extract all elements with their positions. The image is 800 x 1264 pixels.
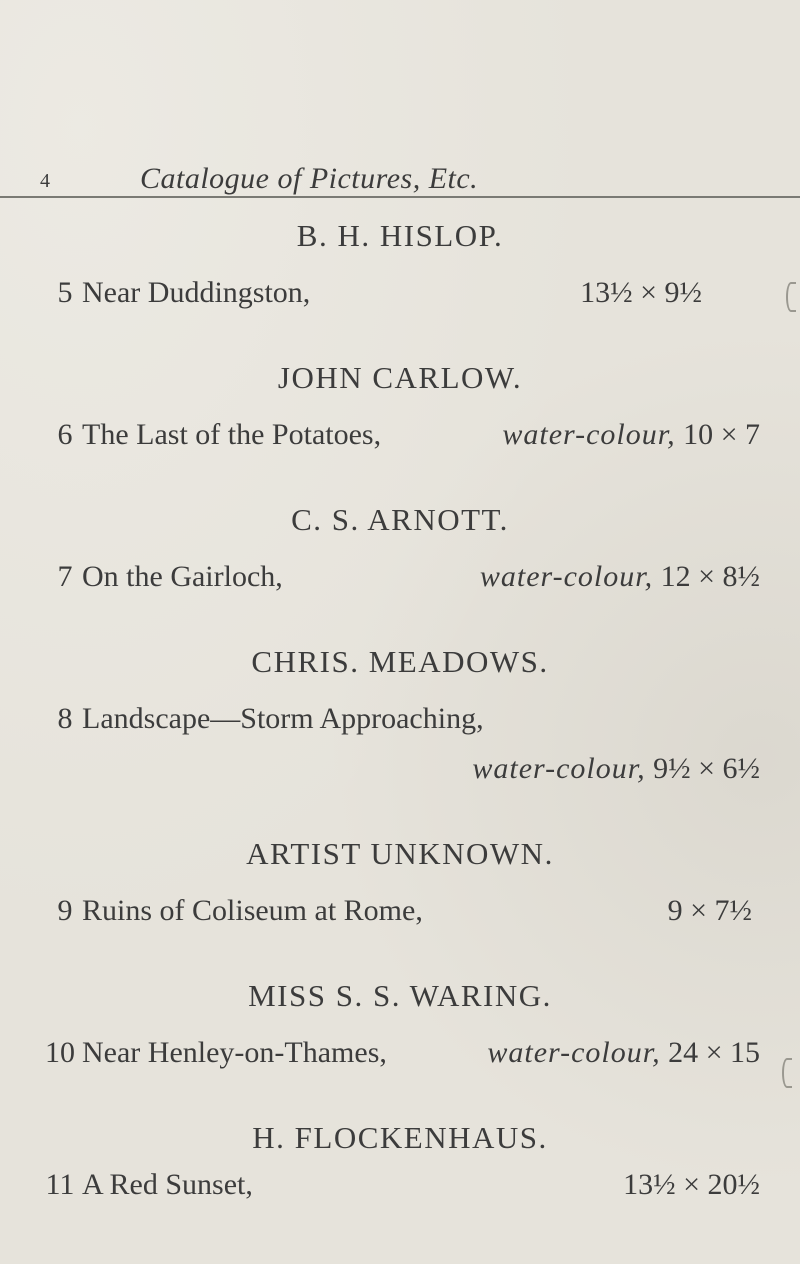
entry-size: 9 × 7½ bbox=[667, 894, 752, 927]
entry-title: Ruins of Coliseum at Rome, bbox=[82, 894, 423, 927]
binding-hole-mark bbox=[786, 282, 796, 312]
artist-heading: CHRIS. MEADOWS. bbox=[251, 644, 549, 679]
artist-heading: B. H. HISLOP. bbox=[296, 218, 504, 253]
entry-size: 24 × 15 bbox=[668, 1036, 760, 1069]
running-title: Catalogue of Pictures, Etc. bbox=[140, 162, 479, 195]
entry-title: Near Henley-on-Thames, bbox=[82, 1036, 387, 1069]
entry-title: On the Gairloch, bbox=[82, 560, 283, 593]
entry-title: The Last of the Potatoes, bbox=[82, 418, 382, 451]
entry-medium: water-colour, bbox=[472, 752, 646, 785]
entry-number: 7 bbox=[57, 560, 73, 593]
entry-number: 6 bbox=[57, 418, 73, 451]
entry-number: 8 bbox=[57, 702, 73, 735]
entry-size: 13½ × 9½ bbox=[580, 276, 702, 309]
artist-heading: ARTIST UNKNOWN. bbox=[246, 836, 554, 871]
artist-heading: MISS S. S. WARING. bbox=[248, 978, 552, 1013]
artist-heading: JOHN CARLOW. bbox=[277, 360, 523, 395]
entry-medium-size bbox=[502, 418, 760, 452]
page-number: 4 bbox=[40, 170, 50, 192]
entry-medium-size bbox=[487, 1036, 760, 1070]
artist-heading: C. S. ARNOTT. bbox=[291, 502, 509, 537]
entry-title: A Red Sunset, bbox=[82, 1168, 253, 1201]
entry-medium: water-colour, bbox=[479, 560, 654, 593]
header-rule bbox=[0, 196, 800, 198]
entry-number: 9 bbox=[57, 894, 73, 927]
entry-medium: water-colour, bbox=[502, 418, 676, 451]
entry-medium-size bbox=[480, 560, 760, 594]
entry-number: 5 bbox=[57, 276, 73, 309]
entry-size: 10 × 7 bbox=[683, 418, 760, 451]
entry-title: Near Duddingston, bbox=[82, 276, 311, 309]
artist-heading: H. FLOCKENHAUS. bbox=[252, 1120, 548, 1155]
entry-medium: water-colour, bbox=[487, 1036, 661, 1069]
entry-medium-size bbox=[472, 752, 760, 786]
entry-size: 12 × 8½ bbox=[660, 560, 760, 593]
entry-size: 13½ × 20½ bbox=[623, 1168, 760, 1201]
binding-hole-mark bbox=[782, 1058, 792, 1088]
entry-number: 10 bbox=[45, 1036, 75, 1069]
entry-number: 11 bbox=[45, 1168, 75, 1201]
entry-size: 9½ × 6½ bbox=[653, 752, 760, 785]
entry-title: Landscape—Storm Approaching, bbox=[82, 702, 484, 735]
